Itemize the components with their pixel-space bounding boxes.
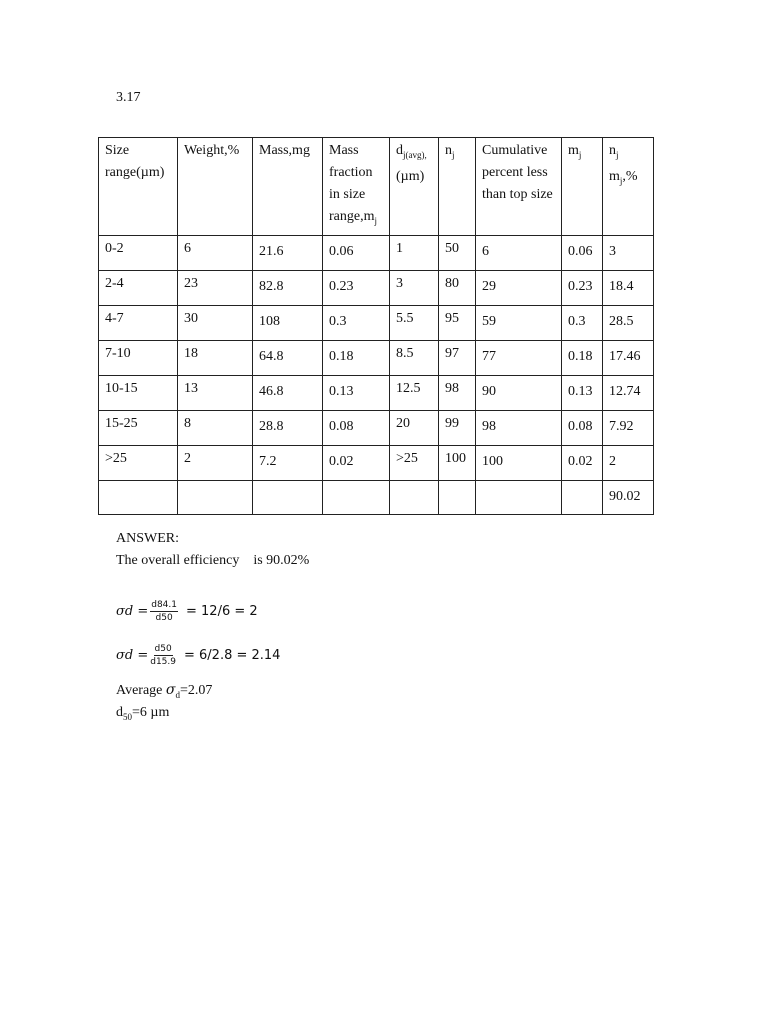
- average-sigma: [116, 682, 212, 700]
- column-header: [323, 138, 390, 236]
- table-cell: 0.18: [562, 340, 603, 375]
- table-cell: 18.4: [603, 270, 654, 305]
- equation-symbol: σd =: [116, 648, 149, 663]
- table-cell: 98: [476, 410, 562, 445]
- denominator: d50: [155, 613, 173, 623]
- page-number: 3.17: [116, 90, 141, 105]
- table-cell: 4-7: [99, 305, 178, 340]
- total-cell: 90.02: [603, 480, 654, 514]
- d50-result: [116, 705, 169, 722]
- denominator: d15.9: [150, 657, 176, 667]
- particle-size-table: [98, 137, 654, 515]
- column-header: [253, 138, 323, 236]
- table-cell: 0.3: [562, 305, 603, 340]
- header-text-tail: m: [609, 168, 620, 184]
- table-row: [99, 410, 654, 445]
- table-row: [99, 340, 654, 375]
- fraction: [150, 644, 176, 667]
- table-cell: 0.06: [323, 235, 390, 270]
- equation-result: = 12/6 = 2: [186, 604, 258, 619]
- table-row: [99, 235, 654, 270]
- d50-value: =6 µm: [132, 705, 170, 720]
- sigma-symbol: σ: [165, 682, 176, 698]
- table-row: [99, 375, 654, 410]
- table-cell: 0.13: [323, 375, 390, 410]
- table-cell: 20: [390, 410, 439, 445]
- table-cell: 23: [178, 270, 253, 305]
- table-cell: 1: [390, 235, 439, 270]
- total-cell: [476, 480, 562, 514]
- table-cell: 29: [476, 270, 562, 305]
- table-cell: 100: [476, 445, 562, 480]
- average-label: Average: [116, 683, 166, 698]
- header-text: Mass,mg: [259, 143, 310, 158]
- answer-heading: ANSWER:: [116, 531, 179, 546]
- d50-label: d: [116, 705, 123, 720]
- table-cell: 17.46: [603, 340, 654, 375]
- column-header: [476, 138, 562, 236]
- numerator: d50: [154, 644, 172, 654]
- table-cell: 0.08: [323, 410, 390, 445]
- table-cell: 64.8: [253, 340, 323, 375]
- answer-block: [116, 528, 309, 572]
- equation-symbol: σd =: [116, 604, 149, 619]
- header-text: Weight,%: [184, 143, 240, 158]
- total-cell: [99, 480, 178, 514]
- table-cell: 98: [439, 375, 476, 410]
- total-cell: [439, 480, 476, 514]
- column-header: [178, 138, 253, 236]
- table-cell: 0.23: [323, 270, 390, 305]
- table-cell: 15-25: [99, 410, 178, 445]
- table-cell: 3: [603, 235, 654, 270]
- header-subscript: j: [578, 149, 582, 160]
- table-cell: 3: [390, 270, 439, 305]
- sigma-equation-2: [116, 644, 280, 667]
- table-row: [99, 305, 654, 340]
- header-subscript: j: [619, 175, 623, 186]
- header-subscript: j: [374, 215, 377, 226]
- column-header: [603, 138, 654, 236]
- header-text: Mass fraction in size range,m: [329, 143, 375, 224]
- table-cell: 95: [439, 305, 476, 340]
- table-cell: 90: [476, 375, 562, 410]
- header-text: n: [609, 143, 616, 158]
- table-cell: 59: [476, 305, 562, 340]
- table-cell: 0.02: [562, 445, 603, 480]
- header-text: Size range(µm): [105, 143, 165, 180]
- total-cell: [323, 480, 390, 514]
- overall-efficiency: The overall efficiency is 90.02%: [116, 553, 310, 568]
- table-cell: 46.8: [253, 375, 323, 410]
- table-cell: 8: [178, 410, 253, 445]
- table-cell: 28.8: [253, 410, 323, 445]
- table-cell: 12.74: [603, 375, 654, 410]
- table-cell: 12.5: [390, 375, 439, 410]
- table-cell: 108: [253, 305, 323, 340]
- table-cell: 2-4: [99, 270, 178, 305]
- header-subscript: j: [616, 149, 619, 160]
- table-cell: 0.06: [562, 235, 603, 270]
- table-cell: 18: [178, 340, 253, 375]
- equation-result: = 6/2.8 = 2.14: [184, 648, 281, 663]
- header-text: m: [568, 143, 579, 158]
- header-text-tail: ,%: [622, 168, 638, 184]
- table-cell: 0.3: [323, 305, 390, 340]
- fraction: [150, 600, 178, 623]
- sigma-equation-1: [116, 600, 258, 623]
- table-cell: 7.2: [253, 445, 323, 480]
- total-cell: [390, 480, 439, 514]
- column-header: [390, 138, 439, 236]
- numerator: d84.1: [151, 600, 177, 610]
- table-cell: 77: [476, 340, 562, 375]
- total-cell: [562, 480, 603, 514]
- table-cell: 80: [439, 270, 476, 305]
- table-cell: 97: [439, 340, 476, 375]
- table-cell: 21.6: [253, 235, 323, 270]
- table-cell: 8.5: [390, 340, 439, 375]
- table-cell: 10-15: [99, 375, 178, 410]
- table-cell: 6: [178, 235, 253, 270]
- table-cell: 0.02: [323, 445, 390, 480]
- table-cell: 30: [178, 305, 253, 340]
- table-cell: 50: [439, 235, 476, 270]
- total-cell: [178, 480, 253, 514]
- table-cell: 13: [178, 375, 253, 410]
- table-cell: 0-2: [99, 235, 178, 270]
- table-cell: >25: [390, 445, 439, 480]
- table-cell: 28.5: [603, 305, 654, 340]
- sigma-subscript: d: [175, 689, 180, 700]
- table-header-row: [99, 138, 654, 236]
- average-value: =2.07: [179, 683, 213, 698]
- table-cell: 0.18: [323, 340, 390, 375]
- table-cell: 0.08: [562, 410, 603, 445]
- table-cell: 6: [476, 235, 562, 270]
- column-header: [99, 138, 178, 236]
- d50-subscript: 50: [123, 711, 132, 722]
- column-header: [439, 138, 476, 236]
- header-text: n: [445, 143, 452, 158]
- header-text-tail: (µm): [396, 168, 425, 184]
- table-cell: 0.13: [562, 375, 603, 410]
- column-header: [562, 138, 603, 236]
- total-cell: [253, 480, 323, 514]
- table-row: [99, 445, 654, 480]
- table-cell: 99: [439, 410, 476, 445]
- table-cell: >25: [99, 445, 178, 480]
- table-row: [99, 270, 654, 305]
- table-cell: 0.23: [562, 270, 603, 305]
- header-text: Cumulative percent less than top size: [482, 143, 553, 202]
- table-cell: 2: [178, 445, 253, 480]
- table-cell: 2: [603, 445, 654, 480]
- table-cell: 5.5: [390, 305, 439, 340]
- table-cell: 100: [439, 445, 476, 480]
- header-subscript: j(avg),: [403, 149, 427, 160]
- table-cell: 7.92: [603, 410, 654, 445]
- table-cell: 82.8: [253, 270, 323, 305]
- table-total-row: [99, 480, 654, 514]
- header-text: d: [396, 143, 403, 158]
- header-subscript: j: [452, 149, 455, 160]
- table-cell: 7-10: [99, 340, 178, 375]
